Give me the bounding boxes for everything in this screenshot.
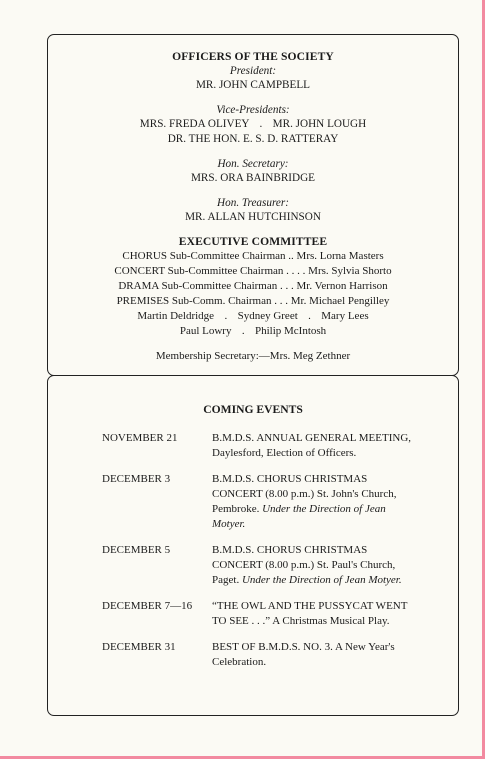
vice-separator: . (259, 118, 263, 130)
event-date: DECEMBER 3 (102, 473, 171, 485)
member-name: Sydney Greet (237, 310, 298, 322)
member-name: Philip McIntosh (254, 325, 327, 337)
event-item (102, 543, 438, 588)
president-block (48, 49, 458, 93)
event-item (102, 640, 438, 670)
event-item (102, 472, 438, 532)
membership-secretary: Membership Secretary:—Mrs. Meg Zethner (155, 350, 351, 362)
member-separator: . (224, 310, 228, 322)
premises-chairman: PREMISES Sub-Comm. Chairman . . . Mr. Michael Pengilley (116, 295, 390, 307)
vice-presidents-label: Vice-Presidents: (216, 104, 290, 116)
member-name: Martin Deldridge (137, 310, 215, 322)
event-text: B.M.D.S. CHORUS CHRISTMAS CONCERT (8.00 p.m.) St. Paul's Church, Paget. (212, 544, 396, 586)
event-date: DECEMBER 7—16 (102, 600, 193, 612)
member-name: Mary Lees (321, 310, 369, 322)
event-direction: Under the Direction of Jean Motyer. (241, 574, 402, 586)
executive-title: EXECUTIVE COMMITTEE (178, 235, 328, 248)
secretary-name: MRS. ORA BAINBRIDGE (190, 172, 315, 184)
vice-presidents-block (48, 103, 458, 147)
concert-chairman: CONCERT Sub-Committee Chairman . . . . Mrs. Sylvia Shorto (114, 265, 392, 277)
event-direction: Under the Direction of Jean Motyer. (212, 503, 386, 530)
event-description (212, 599, 412, 629)
event-text: B.M.D.S. CHORUS CHRISTMAS CONCERT (8.00 p.m.) St. John's Church, Pembroke. (212, 473, 397, 515)
event-date: DECEMBER 31 (102, 641, 176, 653)
event-date: DECEMBER 5 (102, 544, 171, 556)
event-item (102, 431, 438, 461)
events-title: COMING EVENTS (203, 403, 303, 416)
officers-title: OFFICERS OF THE SOCIETY (172, 50, 334, 63)
executive-committee (48, 234, 458, 339)
members-row-2 (48, 324, 458, 339)
vice-presidents-line-1 (48, 117, 458, 132)
event-description (212, 431, 412, 461)
member-separator: . (241, 325, 245, 337)
event-text: “THE OWL AND THE PUSSYCAT WENT TO SEE . . .” A Christmas Musical Play. (212, 600, 408, 627)
vice-president-1: MRS. FREDA OLIVEY (139, 118, 250, 130)
vice-president-2: MR. JOHN LOUGH (272, 118, 367, 130)
president-name: MR. JOHN CAMPBELL (195, 79, 311, 91)
vice-president-3: DR. THE HON. E. S. D. RATTERAY (167, 133, 339, 145)
secretary-label: Hon. Secretary: (217, 158, 289, 170)
event-date: NOVEMBER 21 (102, 432, 178, 444)
event-item (102, 599, 438, 629)
member-separator: . (308, 310, 311, 322)
members-row-1 (48, 309, 458, 324)
treasurer-label: Hon. Treasurer: (217, 197, 289, 209)
event-list (48, 431, 458, 670)
chorus-chairman: CHORUS Sub-Committee Chairman .. Mrs. Lorna Masters (122, 250, 384, 262)
event-text: B.M.D.S. ANNUAL GENERAL MEETING, Daylesford, Election of Officers. (212, 432, 412, 459)
event-description (212, 640, 412, 670)
event-text: BEST OF B.M.D.S. NO. 3. A New Year's Celebration. (212, 641, 395, 668)
treasurer-name: MR. ALLAN HUTCHINSON (185, 211, 321, 223)
events-panel (47, 375, 459, 716)
officers-panel (47, 34, 459, 376)
event-description (212, 543, 412, 588)
secretary-block (48, 157, 458, 186)
member-name: Paul Lowry (179, 325, 232, 337)
president-label: President: (229, 65, 277, 77)
drama-chairman: DRAMA Sub-Committee Chairman . . . Mr. Vernon Harrison (118, 280, 388, 292)
treasurer-block (48, 196, 458, 225)
event-description (212, 472, 412, 532)
